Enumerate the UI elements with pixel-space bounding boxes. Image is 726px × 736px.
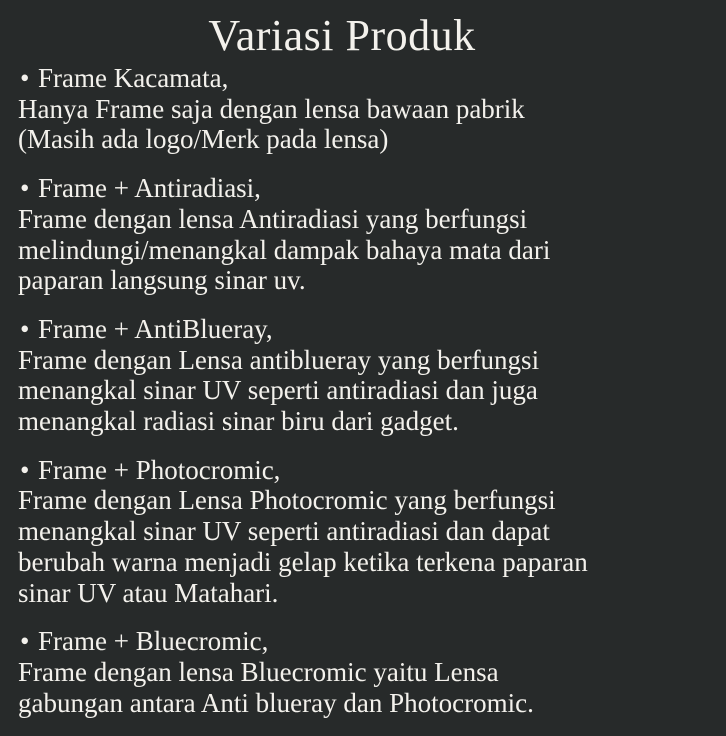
- list-item: [18, 63, 708, 155]
- item-heading-text: Frame + Antiradiasi,: [38, 173, 261, 204]
- item-description-line: menangkal sinar UV seperti antiradiasi dan dapat: [18, 516, 550, 547]
- item-description-line: berubah warna menjadi gelap ketika terkena paparan: [18, 546, 588, 577]
- product-variant-list: [18, 63, 708, 736]
- item-description-line: melindungi/menangkal dampak bahaya mata dari: [18, 234, 551, 265]
- bullet-icon: •: [20, 313, 30, 344]
- item-heading: [18, 626, 708, 657]
- item-heading-text: Frame Kacamata,: [38, 63, 229, 93]
- item-heading: [18, 173, 708, 204]
- item-description-line: Frame dengan lensa Antiradiasi yang berfungsi: [18, 203, 528, 234]
- item-heading-text: Frame + Photocromic,: [38, 454, 281, 485]
- item-description-line: paparan langsung sinar uv.: [18, 265, 306, 296]
- list-item: [18, 626, 708, 718]
- bullet-icon: •: [20, 626, 30, 657]
- item-description-line: menangkal sinar UV seperti antiradiasi dan juga: [18, 375, 538, 406]
- bullet-icon: •: [20, 454, 30, 485]
- item-description-line: gabungan antara Anti blueray dan Photocromic.: [18, 687, 534, 718]
- item-description-line: menangkal radiasi sinar biru dari gadget.: [18, 406, 459, 437]
- item-description-line: (Masih ada logo/Merk pada lensa): [18, 124, 389, 155]
- list-item: [18, 314, 708, 437]
- item-heading: [18, 455, 708, 486]
- item-description-line: Hanya Frame saja dengan lensa bawaan pabrik: [18, 93, 525, 124]
- item-description-line: Frame dengan lensa Bluecromic yaitu Lensa: [18, 656, 499, 687]
- bullet-icon: •: [20, 173, 30, 204]
- item-heading: [18, 314, 708, 345]
- item-description-line: Frame dengan Lensa antiblueray yang berfungsi: [18, 344, 540, 375]
- item-heading: [18, 63, 708, 94]
- page-title: Variasi Produk: [208, 11, 476, 60]
- item-description-line: Frame dengan Lensa Photocromic yang berfungsi: [18, 485, 556, 516]
- list-item: [18, 173, 708, 296]
- item-description-line: sinar UV atau Matahari.: [18, 577, 279, 608]
- list-item: [18, 455, 708, 609]
- bullet-icon: •: [20, 63, 30, 93]
- item-heading-text: Frame + Bluecromic,: [38, 626, 269, 657]
- item-heading-text: Frame + AntiBlueray,: [38, 313, 273, 344]
